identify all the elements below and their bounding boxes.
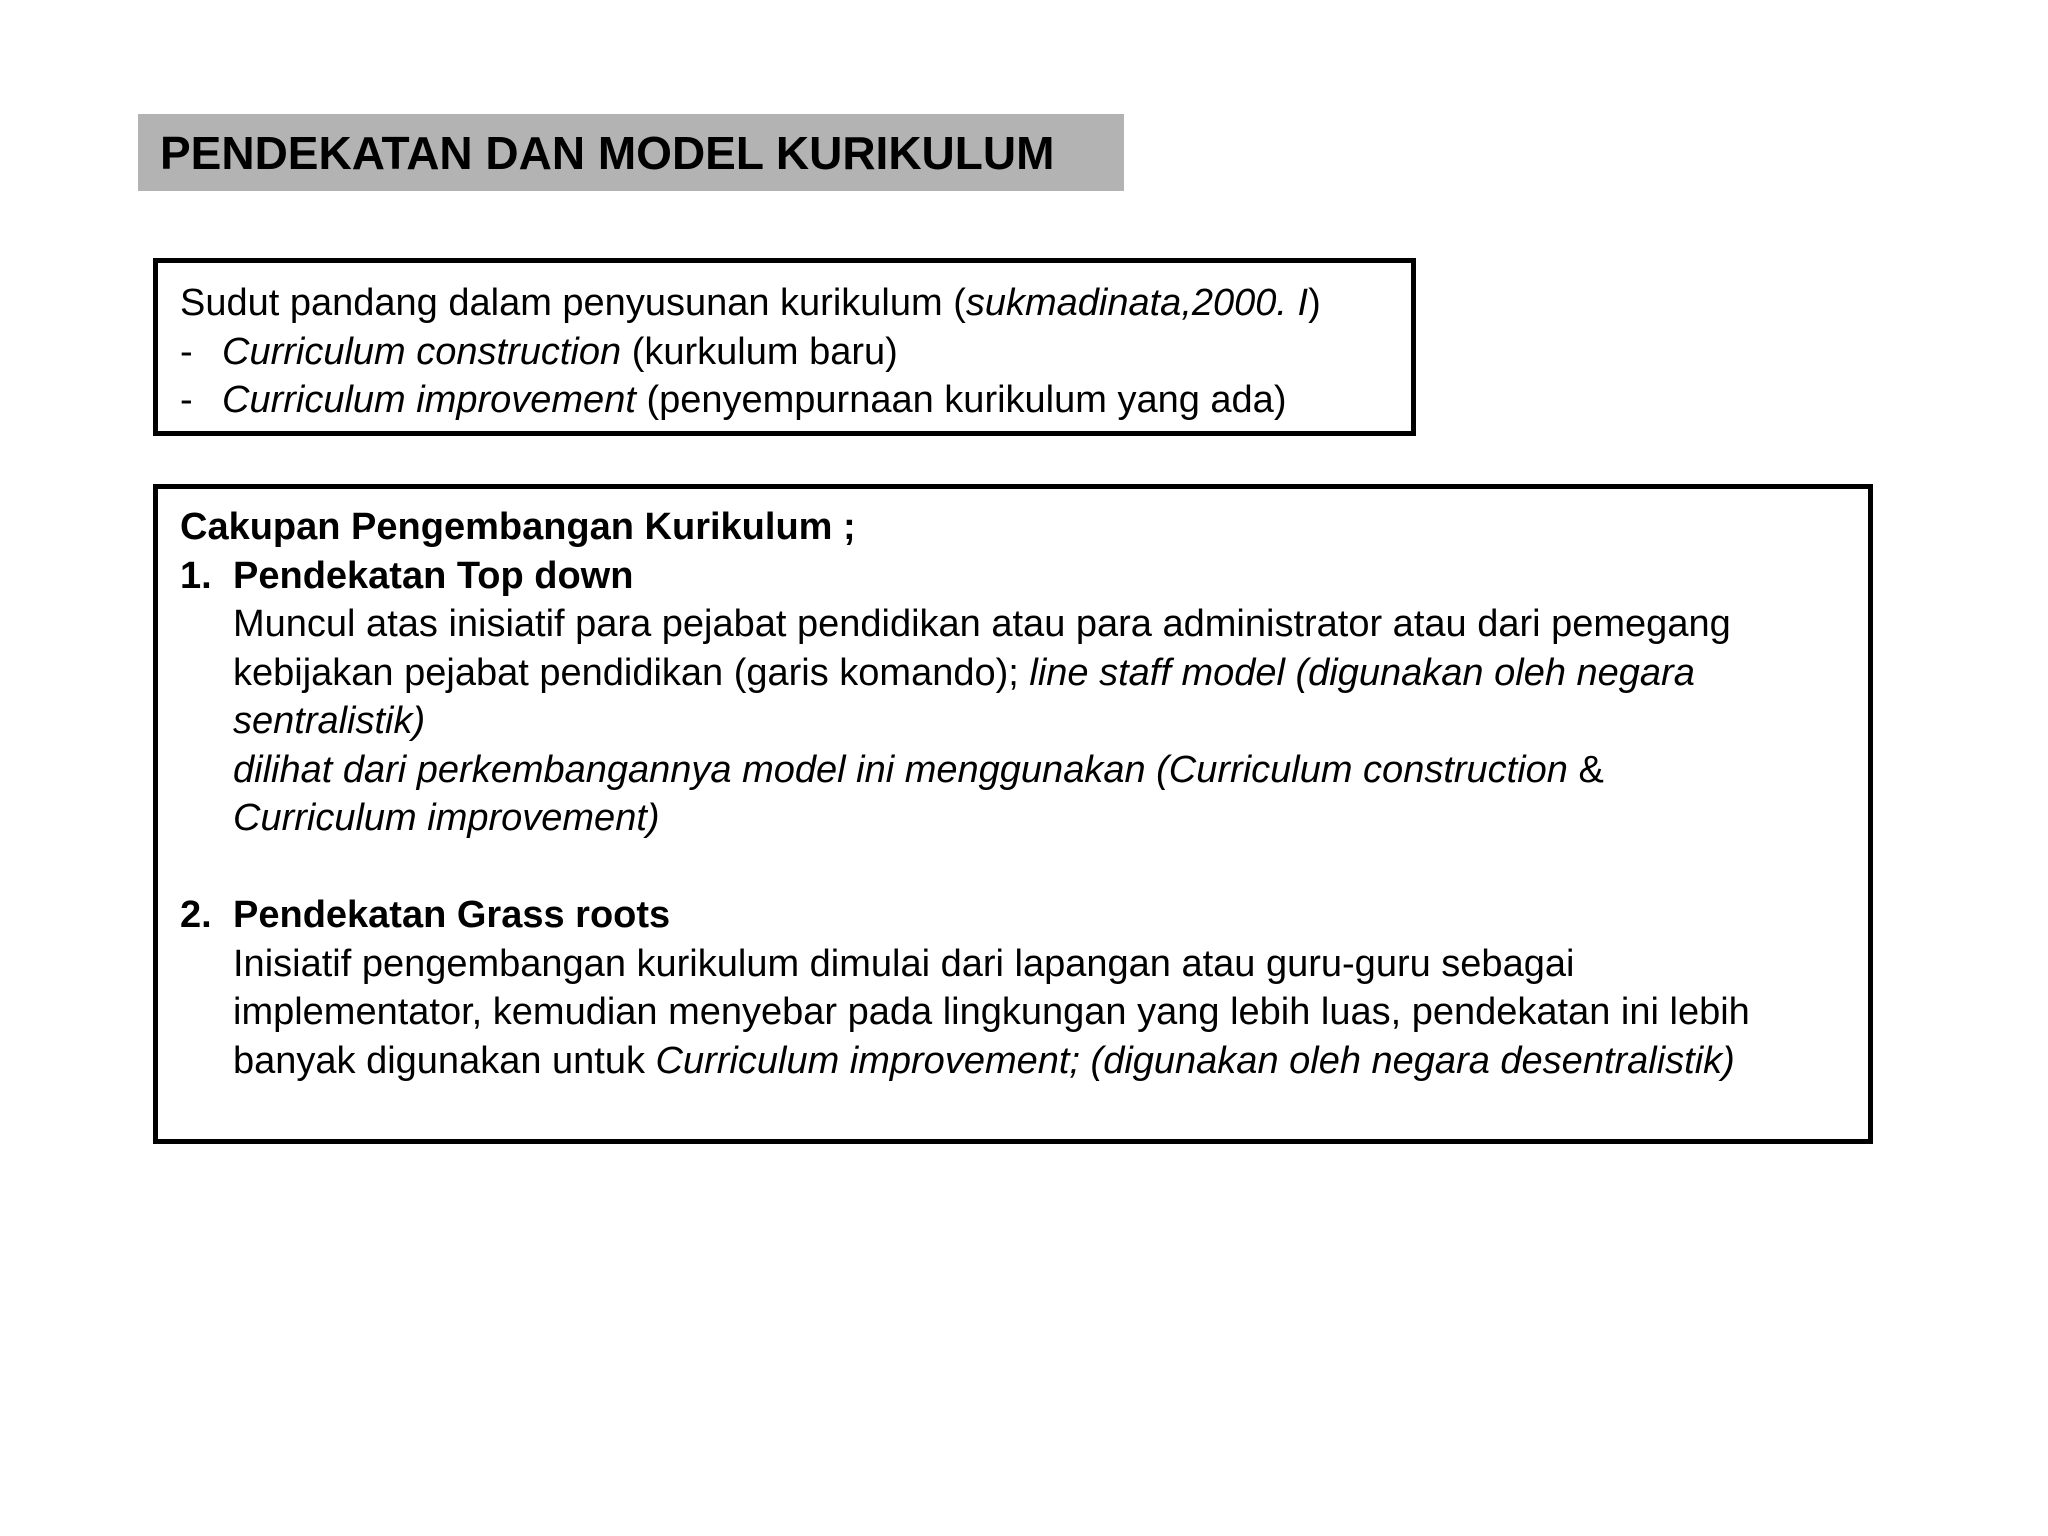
item-term: Curriculum construction — [222, 330, 622, 373]
section-line — [180, 1037, 1868, 1086]
section-line — [180, 746, 1868, 795]
section-line — [180, 988, 1868, 1037]
item-desc: (penyempurnaan kurikulum yang ada) — [635, 379, 1287, 421]
line-italic: dilihat dari perkembangannya model ini menggunakan (Curriculum construction — [233, 748, 1568, 791]
section-line — [180, 649, 1868, 698]
section-line — [180, 794, 1868, 843]
line-text: kebijakan pejabat pendidikan (garis komando); — [233, 651, 1030, 694]
section-number: 1. — [180, 554, 212, 597]
section-line — [180, 940, 1868, 989]
section-title-row — [180, 552, 1868, 601]
line-text: Muncul atas inisiatif para pejabat pendidikan atau para administrator atau dari pemegang — [233, 603, 1731, 645]
viewpoint-item — [180, 328, 1411, 377]
section-line — [180, 600, 1868, 649]
viewpoint-heading-text: Sudut pandang dalam penyusunan kurikulum ( — [180, 282, 966, 324]
line-italic: Curriculum improvement; (digunakan oleh negara desentralistik) — [655, 1039, 1735, 1082]
section-number: 2. — [180, 894, 212, 936]
viewpoint-item — [180, 376, 1411, 425]
viewpoint-box — [153, 258, 1416, 436]
line-text: implementator, kemudian menyebar pada lingkungan yang lebih luas, pendekatan ini lebih — [233, 991, 1750, 1033]
item-desc: (kurkulum baru) — [621, 330, 898, 373]
section-title: Pendekatan Top down — [233, 554, 634, 597]
line-text: Inisiatif pengembangan kurikulum dimulai dari lapangan atau guru-guru sebagai — [233, 942, 1575, 985]
viewpoint-heading-close: ) — [1308, 282, 1321, 324]
line-tail: & — [1567, 748, 1604, 791]
section-title-row — [180, 891, 1868, 940]
bullet-dash: - — [180, 379, 193, 421]
viewpoint-heading — [180, 279, 1411, 328]
section-spacer — [180, 843, 1868, 892]
scope-heading: Cakupan Pengembangan Kurikulum ; — [180, 506, 856, 548]
item-term: Curriculum improvement — [222, 379, 636, 421]
line-text: banyak digunakan untuk — [233, 1039, 656, 1082]
viewpoint-citation: sukmadinata,2000. I — [965, 282, 1309, 324]
line-italic: sentralistik) — [233, 700, 426, 742]
line-italic: Curriculum improvement) — [233, 797, 660, 839]
line-italic: line staff model (digunakan oleh negara — [1029, 651, 1695, 694]
section-line — [180, 697, 1868, 746]
slide-title: PENDEKATAN DAN MODEL KURIKULUM — [160, 126, 1055, 179]
bullet-dash: - — [180, 330, 193, 373]
section-title: Pendekatan Grass roots — [233, 894, 671, 936]
slide-title-bar — [138, 114, 1124, 191]
scope-box — [153, 484, 1873, 1144]
